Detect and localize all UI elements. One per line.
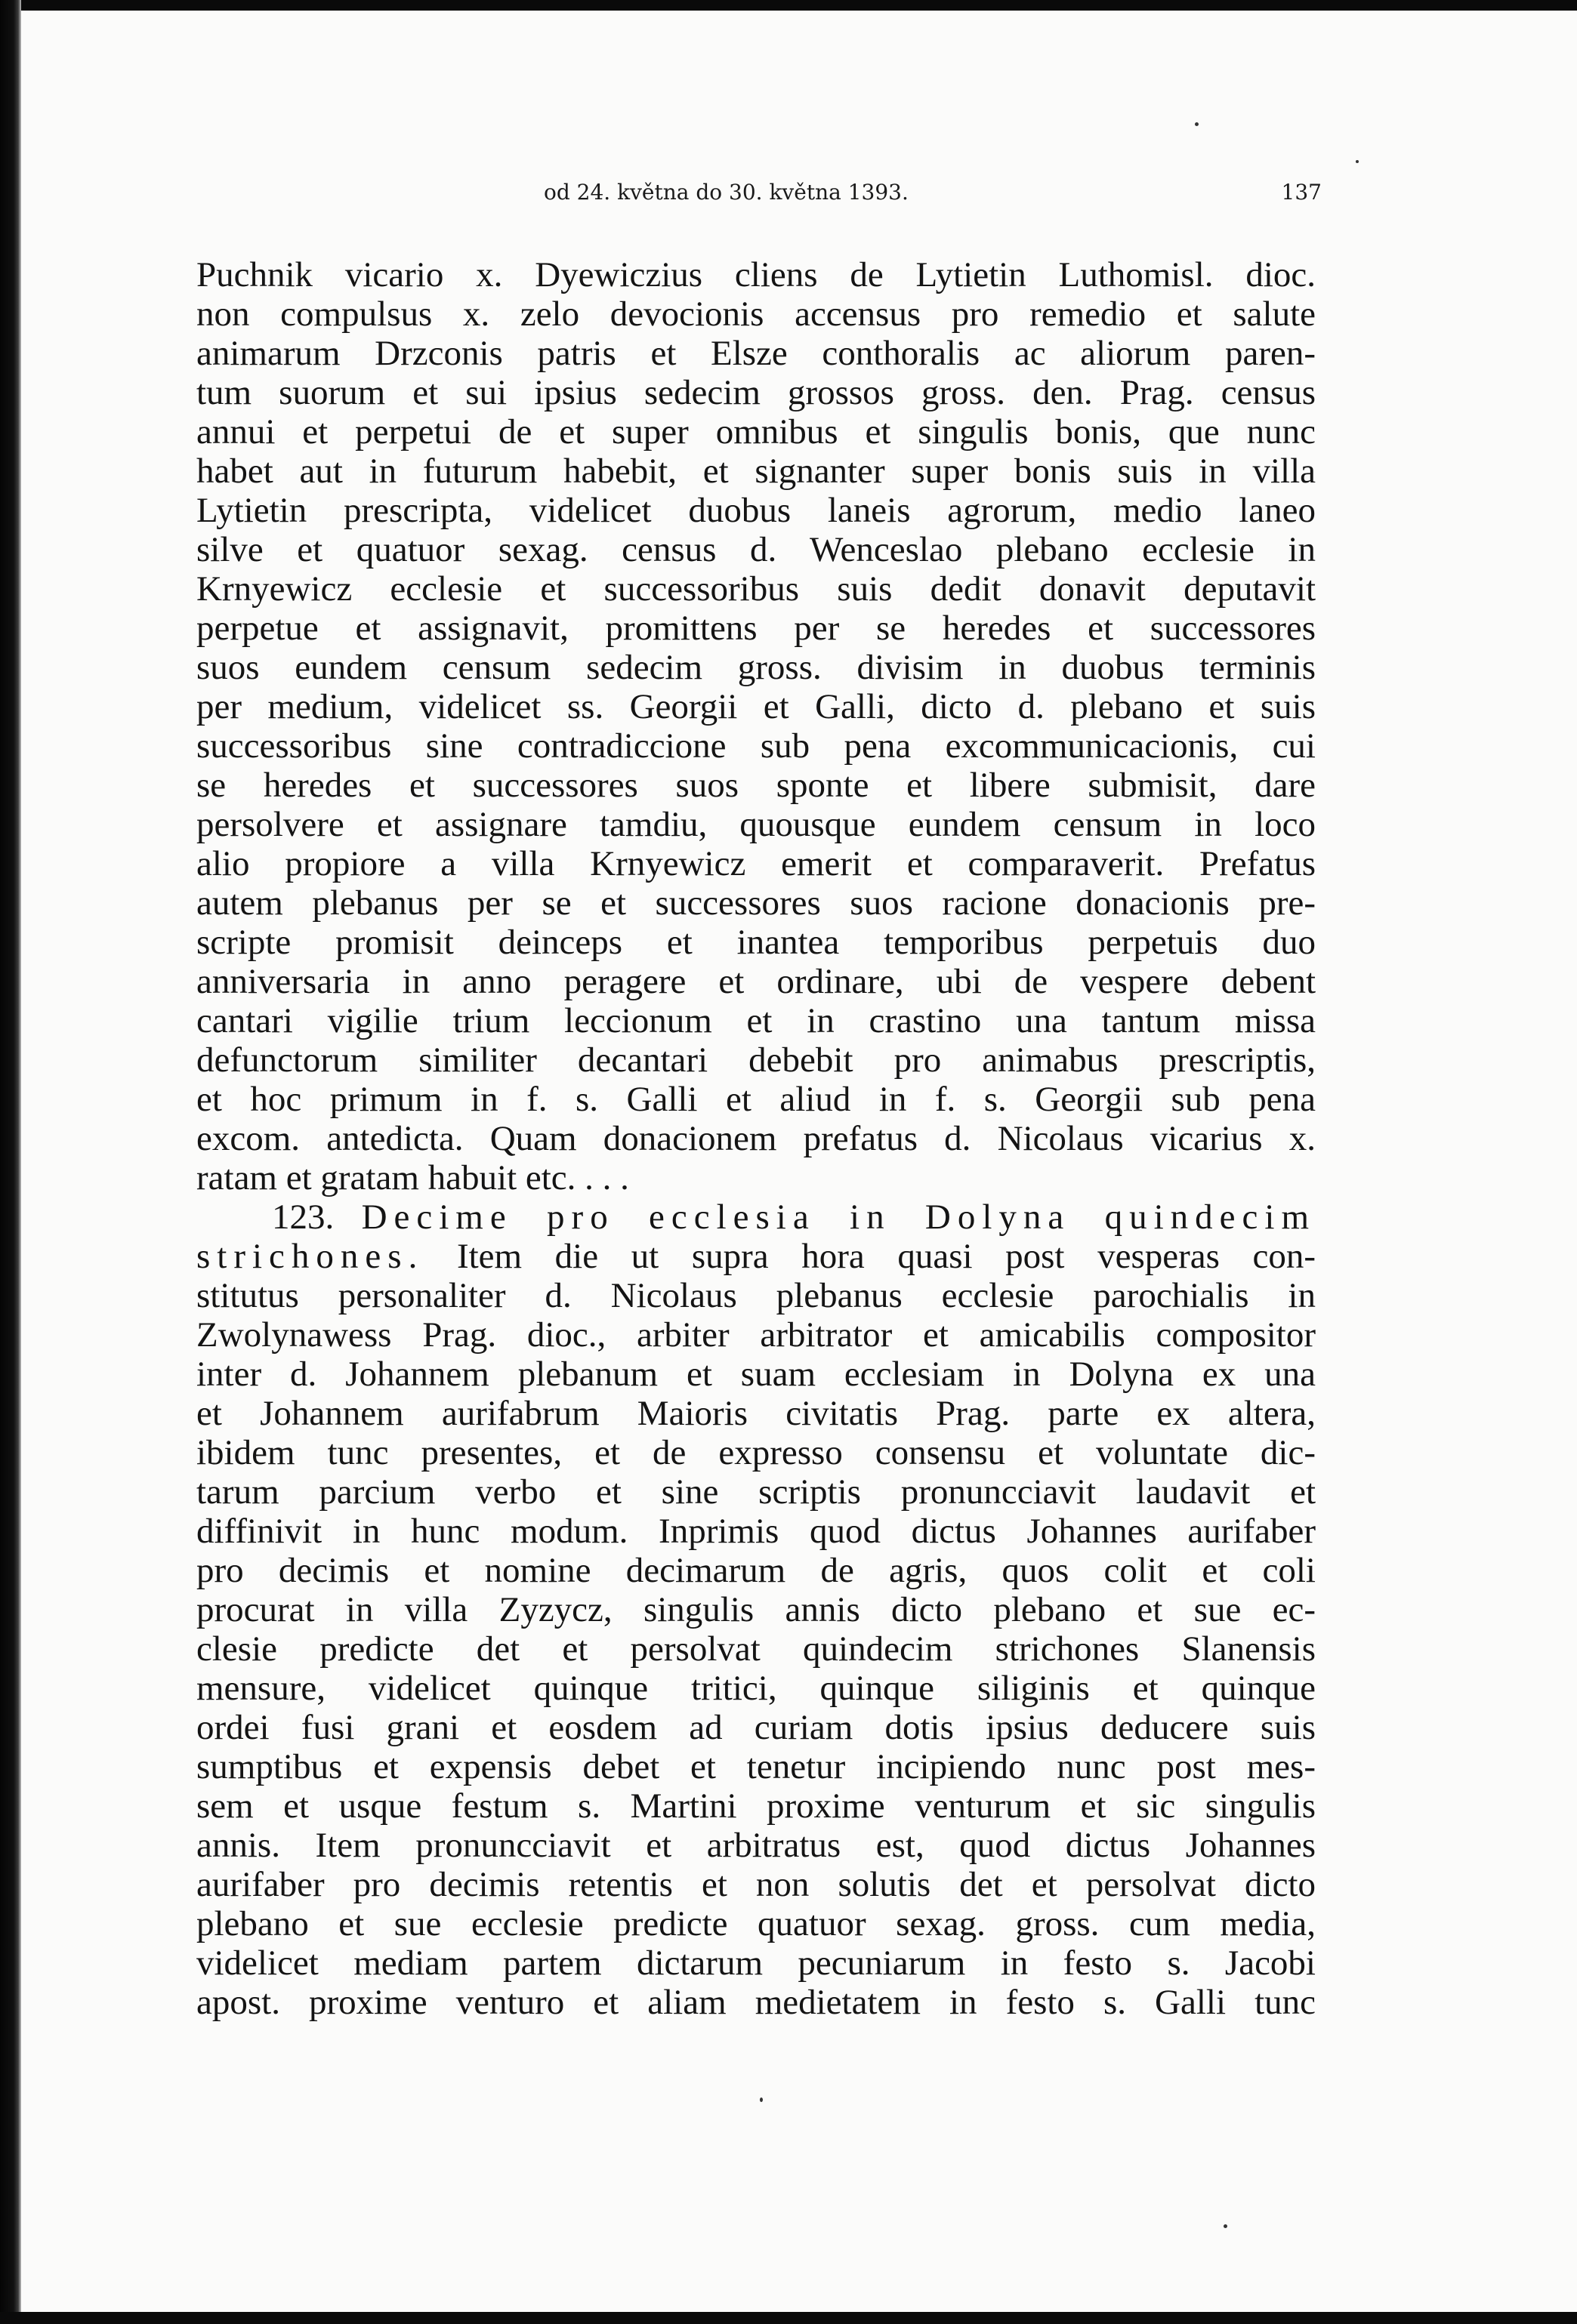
text-line: non compulsus x. zelo devocionis accensus pro remedio et salute: [196, 294, 1316, 334]
text-line: clesie predicte det et persolvat quindecim strichones Slanensis: [196, 1629, 1316, 1669]
text-line: annis. Item pronuncciavit et arbitratus est, quod dictus Johannes: [196, 1826, 1316, 1865]
text-line: mensure, videlicet quinque tritici, quinque siliginis et quinque: [196, 1669, 1316, 1708]
text-line: plebano et sue ecclesie predicte quatuor sexag. gross. cum media,: [196, 1904, 1316, 1943]
text-line: successoribus sine contradiccione sub pena excommunicacionis, cui: [196, 726, 1316, 766]
text-line: anniversaria in anno peragere et ordinare, ubi de vespere debent: [196, 962, 1316, 1001]
text-line: habet aut in futurum habebit, et signanter super bonis suis in villa: [196, 452, 1316, 491]
text-line: animarum Drzconis patris et Elsze conthoralis ac aliorum paren-: [196, 334, 1316, 373]
scan-speck: [1224, 2224, 1227, 2228]
text-line: Krnyewicz ecclesie et successoribus suis dedit donavit deputavit: [196, 569, 1316, 609]
text-line: persolvere et assignare tamdiu, quousque eundem censum in loco: [196, 805, 1316, 844]
scan-speck: [760, 2097, 763, 2102]
text-line: cantari vigilie trium leccionum et in crastino una tantum missa: [196, 1001, 1316, 1040]
entry-heading-continued: strichones.: [196, 1237, 424, 1276]
text-line: alio propiore a villa Krnyewicz emerit et comparaverit. Prefatus: [196, 844, 1316, 883]
page-number: 137: [1281, 180, 1322, 205]
text-line: ibidem tunc presentes, et de expresso consensu et voluntate dic-: [196, 1433, 1316, 1472]
text-line: ordei fusi grani et eosdem ad curiam dotis ipsius deducere suis: [196, 1708, 1316, 1747]
text-line: videlicet mediam partem dictarum pecuniarum in festo s. Jacobi: [196, 1943, 1316, 1983]
text-line: et Johannem aurifabrum Maioris civitatis Prag. parte ex altera,: [196, 1394, 1316, 1433]
text-line: perpetue et assignavit, promittens per se heredes et successores: [196, 609, 1316, 648]
entry-number: 123.: [272, 1197, 335, 1237]
entry-heading: Decime pro ecclesia in Dolyna quindecim: [361, 1197, 1316, 1237]
running-title: od 24. května do 30. května 1393.: [544, 180, 909, 205]
text-line: Item die ut supra hora quasi post vesperas con-: [456, 1237, 1316, 1276]
text-line: apost. proxime venturo et aliam medietatem in festo s. Galli tunc: [196, 1983, 1316, 2022]
text-line: silve et quatuor sexag. census d. Wenceslao plebano ecclesie in: [196, 530, 1316, 569]
running-head: [196, 180, 1322, 210]
text-line: se heredes et successores suos sponte et libere submisit, dare: [196, 766, 1316, 805]
entry-heading-line: [196, 1197, 1316, 1237]
body-text: [196, 255, 1316, 2022]
scan-border-bottom: [0, 2312, 1577, 2324]
text-line: inter d. Johannem plebanum et suam ecclesiam in Dolyna ex una: [196, 1355, 1316, 1394]
scan-border-top: [0, 0, 1577, 11]
text-line: sumptibus et expensis debet et tenetur incipiendo nunc post mes-: [196, 1747, 1316, 1786]
text-line: pro decimis et nomine decimarum de agris, quos colit et coli: [196, 1551, 1316, 1590]
text-line: per medium, videlicet ss. Georgii et Galli, dicto d. plebano et suis: [196, 687, 1316, 726]
scan-speck: [1356, 160, 1359, 163]
text-line: tarum parcium verbo et sine scriptis pronuncciavit laudavit et: [196, 1472, 1316, 1512]
entry-heading-line: [196, 1237, 1316, 1276]
scan-border-left: [0, 0, 21, 2324]
text-line: stitutus personaliter d. Nicolaus plebanus ecclesie parochialis in: [196, 1276, 1316, 1315]
text-line: Lytietin prescripta, videlicet duobus laneis agrorum, medio laneo: [196, 491, 1316, 530]
text-line: defunctorum similiter decantari debebit pro animabus prescriptis,: [196, 1040, 1316, 1080]
text-line: tum suorum et sui ipsius sedecim grossos gross. den. Prag. census: [196, 373, 1316, 412]
text-line: Puchnik vicario x. Dyewiczius cliens de Lytietin Luthomisl. dioc.: [196, 255, 1316, 294]
text-line: sem et usque festum s. Martini proxime venturum et sic singulis: [196, 1786, 1316, 1826]
text-line: annui et perpetui de et super omnibus et singulis bonis, que nunc: [196, 412, 1316, 452]
text-line: diffinivit in hunc modum. Inprimis quod dictus Johannes aurifaber: [196, 1512, 1316, 1551]
text-line: autem plebanus per se et successores suos racione donacionis pre-: [196, 883, 1316, 923]
text-line: ratam et gratam habuit etc. . . .: [196, 1158, 629, 1197]
text-line: Zwolynawess Prag. dioc., arbiter arbitrator et amicabilis compositor: [196, 1315, 1316, 1355]
text-line: excom. antedicta. Quam donacionem prefatus d. Nicolaus vicarius x.: [196, 1119, 1316, 1158]
text-line: suos eundem censum sedecim gross. divisim in duobus terminis: [196, 648, 1316, 687]
text-line: aurifaber pro decimis retentis et non solutis det et persolvat dicto: [196, 1865, 1316, 1904]
text-line: procurat in villa Zyzycz, singulis annis dicto plebano et sue ec-: [196, 1590, 1316, 1629]
text-line: et hoc primum in f. s. Galli et aliud in f. s. Georgii sub pena: [196, 1080, 1316, 1119]
scan-speck: [1195, 122, 1199, 126]
text-line: scripte promisit deinceps et inantea temporibus perpetuis duo: [196, 923, 1316, 962]
